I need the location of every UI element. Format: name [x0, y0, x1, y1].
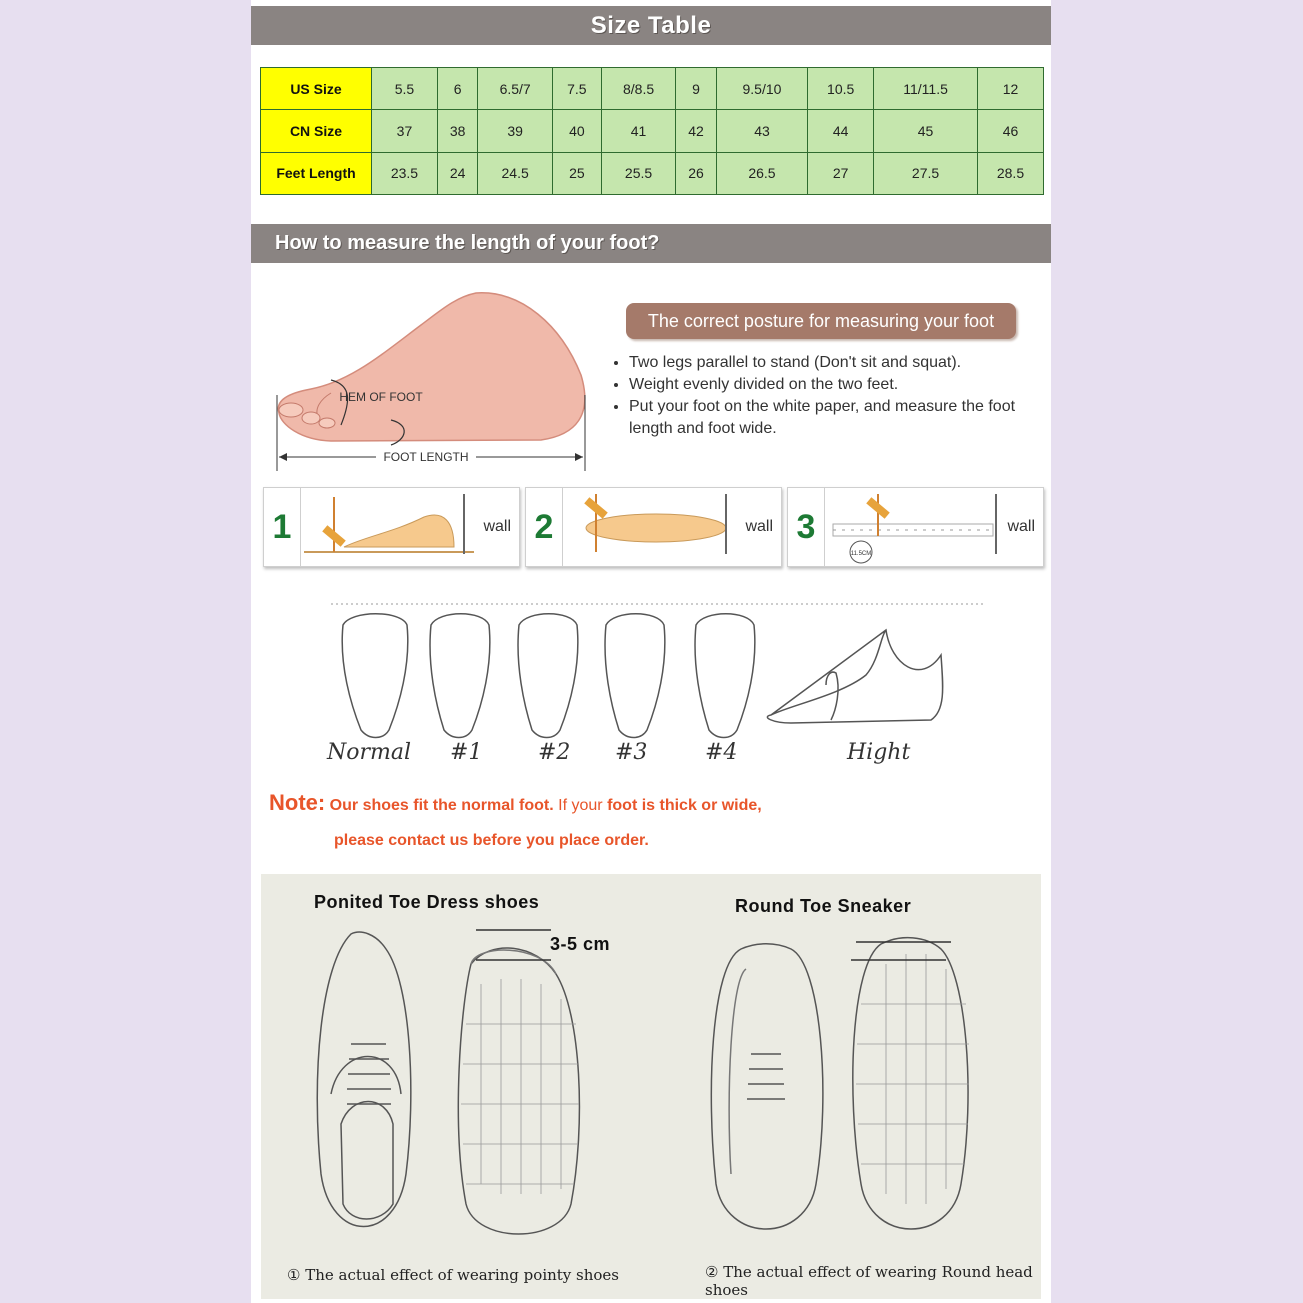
wall-label: wall [483, 518, 511, 535]
note-line-1 [269, 790, 762, 816]
table-cell: 42 [676, 110, 717, 152]
round-toe-caption: ② The actual effect of wearing Round head shoes [705, 1263, 1033, 1299]
table-cell: 9 [676, 68, 717, 110]
wall-label: wall [745, 518, 773, 535]
row-header: CN Size [261, 110, 372, 152]
row-header: US Size [261, 68, 372, 110]
note-lead: Note: [269, 790, 326, 815]
table-cell: 38 [437, 110, 478, 152]
table-cell: 46 [977, 110, 1043, 152]
table-cell: 6 [437, 68, 478, 110]
row-header: Feet Length [261, 152, 372, 194]
table-cell: 7.5 [552, 68, 601, 110]
shoe-sketch [301, 924, 1031, 1254]
step-number: 2 [526, 488, 563, 566]
step-foot-icon [566, 492, 736, 562]
table-cell: 23.5 [372, 152, 438, 194]
step-number: 3 [788, 488, 825, 566]
table-cell: 24.5 [478, 152, 552, 194]
list-item: • Put your foot on the white paper, and measure the foot length and foot wide. [629, 396, 1051, 440]
pointed-toe-title: Ponited Toe Dress shoes [314, 892, 540, 912]
foot-type-4: #4 [705, 740, 738, 765]
table-cell: 11/11.5 [874, 68, 978, 110]
table-cell: 37 [372, 110, 438, 152]
measure-step-3 [787, 487, 1044, 567]
measurement-marker: 11.5CM [850, 551, 872, 557]
measure-step-1 [263, 487, 520, 567]
pointed-toe-caption: ① The actual effect of wearing pointy shoes [287, 1266, 620, 1284]
table-cell: 24 [437, 152, 478, 194]
size-table [260, 67, 1044, 195]
table-cell: 25.5 [601, 152, 675, 194]
hem-of-foot-label: HEM OF FOOT [339, 390, 423, 404]
foot-type-high: Hight [847, 740, 911, 765]
table-cell: 5.5 [372, 68, 438, 110]
table-cell: 45 [874, 110, 978, 152]
table-cell: 26.5 [716, 152, 807, 194]
table-cell: 27 [808, 152, 874, 194]
table-cell: 40 [552, 110, 601, 152]
table-cell: 6.5/7 [478, 68, 552, 110]
ruler-icon [828, 492, 1003, 564]
round-toe-title: Round Toe Sneaker [735, 896, 912, 916]
toe-gap-label: 3-5 cm [550, 934, 611, 954]
size-table-title: Size Table [251, 6, 1051, 45]
step-number: 1 [264, 488, 301, 566]
measure-step-2 [525, 487, 782, 567]
list-item: • Two legs parallel to stand (Don't sit and squat). [629, 352, 1051, 374]
table-cell: 26 [676, 152, 717, 194]
foot-type-3: #3 [615, 740, 648, 765]
table-cell: 44 [808, 110, 874, 152]
posture-list [613, 352, 1051, 440]
step-foot-icon [304, 492, 474, 562]
table-row [261, 110, 1044, 152]
note-line-2: please contact us before you place order. [334, 832, 649, 849]
table-cell: 10.5 [808, 68, 874, 110]
wall-label: wall [1007, 518, 1035, 535]
note-text: foot is thick or wide, [607, 797, 762, 814]
table-cell: 9.5/10 [716, 68, 807, 110]
table-cell: 25 [552, 152, 601, 194]
table-row [261, 68, 1044, 110]
list-item: • Weight evenly divided on the two feet. [629, 374, 1051, 396]
shoe-comparison-panel [261, 874, 1041, 1299]
note-text: Our shoes fit the normal foot. [329, 797, 554, 814]
measure-heading: How to measure the length of your foot? [251, 224, 1051, 263]
foot-type-normal: Normal [327, 740, 412, 765]
foot-length-illustration [271, 285, 591, 475]
table-cell: 12 [977, 68, 1043, 110]
note-text: If your [558, 797, 603, 814]
table-cell: 28.5 [977, 152, 1043, 194]
table-cell: 39 [478, 110, 552, 152]
foot-type-2: #2 [538, 740, 571, 765]
foot-type-1: #1 [450, 740, 483, 765]
table-cell: 43 [716, 110, 807, 152]
table-row [261, 152, 1044, 194]
size-guide-page [251, 0, 1051, 1303]
table-cell: 27.5 [874, 152, 978, 194]
posture-title: The correct posture for measuring your foot [626, 303, 1016, 339]
foot-length-label: FOOT LENGTH [383, 450, 469, 464]
table-cell: 41 [601, 110, 675, 152]
table-cell: 8/8.5 [601, 68, 675, 110]
